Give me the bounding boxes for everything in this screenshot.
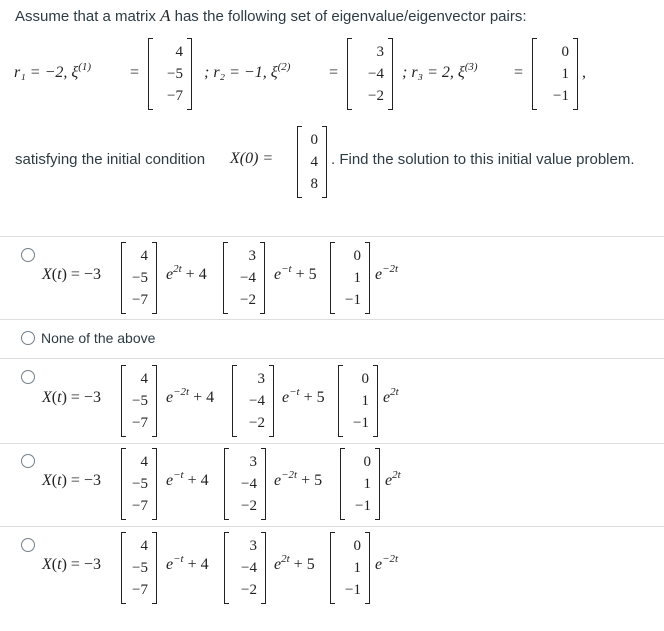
radio-button[interactable] (21, 538, 35, 552)
option-exp: $e^{2t}$ (383, 386, 399, 406)
divider (0, 319, 664, 320)
option-prefix: X(t) = −3 (42, 389, 101, 406)
ic-vector-cell: 0 (310, 132, 318, 148)
option-exp: $e^{2t}$ (385, 469, 401, 489)
option-vector: 4 −5 −7 (121, 532, 157, 604)
option-prefix: X(t) = −3 (42, 556, 101, 573)
option-exp: $e^{-t} + 4$ (166, 553, 209, 573)
option-vector: 3 −4 −2 (224, 532, 266, 604)
intro-suffix: has the following set of eigenvalue/eigenvector pairs: (170, 8, 527, 25)
pair2-eq: = (329, 64, 339, 81)
radio-button[interactable] (21, 454, 35, 468)
question-intro (15, 6, 527, 26)
pair3-comma: , (582, 64, 586, 81)
pair3-vector-cell: 1 (561, 66, 569, 82)
option-vector: 3 −4 −2 (224, 448, 266, 520)
option-vector: 3 −4 −2 (232, 365, 274, 437)
pair2-vector-cell: −4 (368, 66, 384, 82)
option-vector: 0 1 −1 (338, 365, 378, 437)
ic-text: satisfying the initial condition (15, 151, 206, 168)
option-vector: 0 1 −1 (330, 532, 370, 604)
pair2-vector-cell: −2 (368, 88, 384, 104)
intro-var: A (160, 6, 171, 25)
pair1-vector (148, 38, 192, 110)
option-exp: $e^{-t} + 5$ (274, 263, 317, 283)
option-prefix: X(t) = −3 (42, 266, 101, 283)
pair1-label: r₁ = −2, $\xi^{(1)}$ (14, 61, 92, 81)
ic-vector-cell: 8 (310, 176, 318, 192)
option-exp: $e^{-t} + 4$ (166, 469, 209, 489)
option-exp: $e^{-t} + 5$ (282, 386, 325, 406)
option-exp: $e^{-2t}$ (375, 553, 399, 573)
option-exp: $e^{2t} + 5$ (274, 553, 315, 573)
pair3-vector-cell: 0 (561, 44, 569, 60)
option-exp: $e^{-2t} + 5$ (274, 469, 323, 489)
divider (0, 526, 664, 527)
option-vector: 0 1 −1 (340, 448, 380, 520)
pair3-eq: = (514, 64, 524, 81)
pair3-vector-cell: −1 (553, 88, 569, 104)
option-label: None of the above (41, 330, 156, 346)
ic-vector (297, 126, 327, 198)
divider (0, 236, 664, 237)
radio-button[interactable] (21, 248, 35, 262)
pair1-eq: = (130, 64, 140, 81)
ic-math: X(0) = (230, 150, 274, 167)
option-vector: 4 −5 −7 (121, 448, 157, 520)
pair1-vector-cell: −7 (167, 88, 183, 104)
ic-vector-cell: 4 (310, 154, 318, 170)
option-exp: $e^{2t} + 4$ (166, 263, 207, 283)
pair1-vector-cell: −5 (167, 66, 183, 82)
divider (0, 443, 664, 444)
pair2-label: ; r₂ = −1, $\xi^{(2)}$ (204, 61, 291, 81)
pair3-label: ; r₃ = 2, $\xi^{(3)}$ (402, 61, 478, 81)
intro-prefix: Assume that a matrix (15, 8, 161, 25)
ic-tail: . Find the solution to this initial value problem. (331, 151, 635, 168)
radio-button[interactable] (21, 331, 35, 345)
pair1-vector-cell: 4 (175, 44, 183, 60)
option-exp: $e^{-2t} + 4$ (166, 386, 215, 406)
option-vector: 4 −5 −7 (121, 365, 157, 437)
pair2-vector-cell: 3 (376, 44, 384, 60)
option-vector: 4 −5 −7 (121, 242, 157, 314)
option-vector: 3 −4 −2 (223, 242, 265, 314)
pair2-vector (347, 38, 393, 110)
pair3-vector (532, 38, 578, 110)
option-prefix: X(t) = −3 (42, 472, 101, 489)
option-vector: 0 1 −1 (330, 242, 370, 314)
option-exp: $e^{-2t}$ (375, 263, 399, 283)
divider (0, 358, 664, 359)
radio-button[interactable] (21, 370, 35, 384)
